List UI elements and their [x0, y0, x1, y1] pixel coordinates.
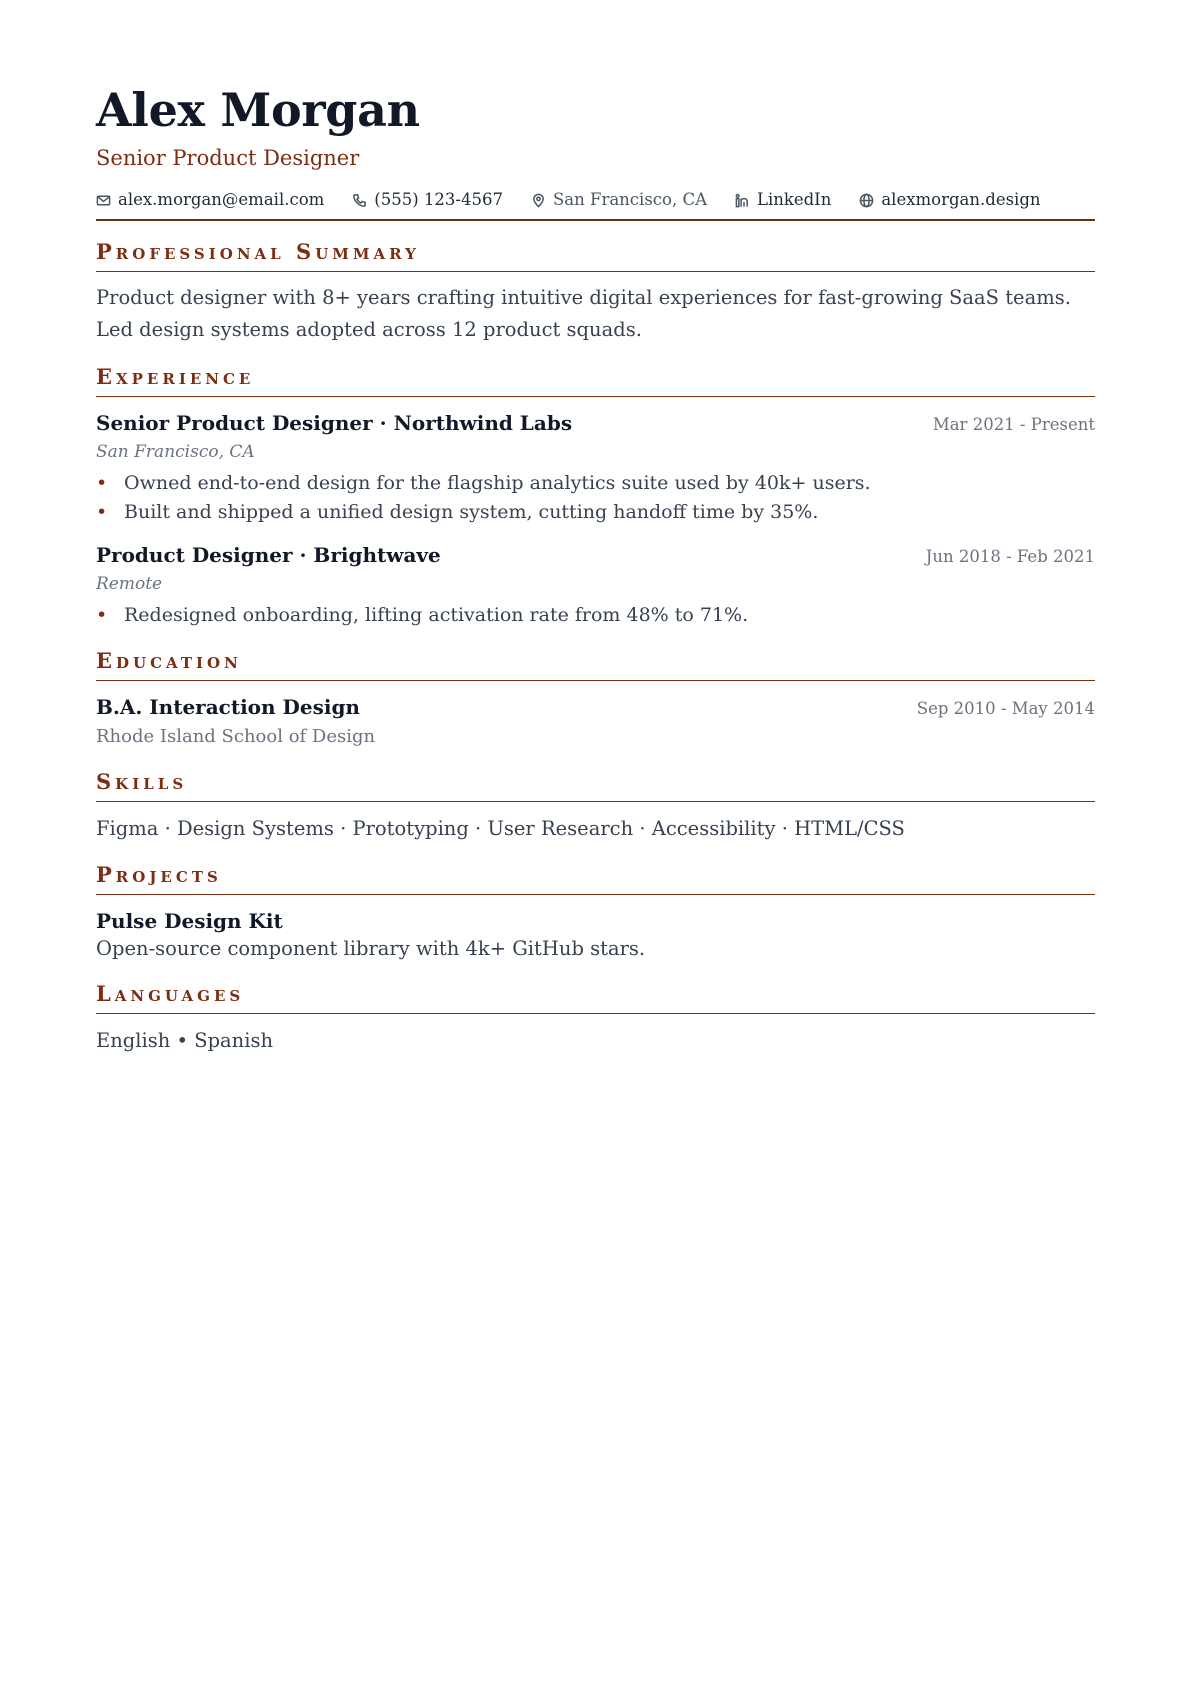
contact-location-text: San Francisco, CA	[552, 190, 707, 209]
project-description: Open-source component library with 4k+ GitHub stars.	[96, 937, 646, 960]
contact-location	[531, 187, 707, 213]
education-entry	[96, 693, 1095, 751]
summary-header	[96, 237, 1095, 272]
section-title-education: Education	[96, 648, 242, 673]
education-section	[96, 646, 1095, 751]
linkedin-icon	[735, 193, 750, 208]
skills-header	[96, 767, 1095, 802]
contact-linkedin-text: LinkedIn	[757, 190, 832, 209]
bullet-text: Redesigned onboarding, lifting activation rate from 48% to 71%.	[124, 604, 749, 626]
mail-icon	[96, 193, 111, 208]
globe-icon	[859, 193, 874, 208]
job-bullets	[96, 601, 1095, 630]
bullet-item	[96, 498, 1095, 527]
section-title-projects: Projects	[96, 862, 222, 887]
summary-text: Product designer with 8+ years crafting intuitive digital experiences for fast-growing SaaS teams. Led design systems adopted across 12 product squads.	[96, 286, 1071, 341]
skills-list: Figma · Design Systems · Prototyping · User Research · Accessibility · HTML/CSS	[96, 817, 905, 840]
job-title: Senior Product Designer · Northwind Labs	[96, 411, 573, 435]
job-location: Remote	[96, 574, 163, 594]
skills-section	[96, 767, 1095, 844]
experience-header	[96, 362, 1095, 397]
job-dates: Mar 2021 - Present	[932, 415, 1095, 434]
experience-entry	[96, 541, 1095, 630]
job-title: Product Designer · Brightwave	[96, 543, 441, 567]
contact-email[interactable]	[96, 187, 324, 213]
candidate-name: Alex Morgan	[96, 83, 420, 137]
projects-section	[96, 860, 1095, 963]
education-entry-header	[96, 693, 1095, 723]
school-name: Rhode Island School of Design	[96, 726, 376, 747]
contact-email-text: alex.morgan@email.com	[118, 190, 325, 209]
bullet-text: Built and shipped a unified design system, cutting handoff time by 35%.	[124, 501, 819, 523]
bullet-text: Owned end-to-end design for the flagship analytics suite used by 40k+ users.	[124, 472, 871, 494]
contact-phone[interactable]	[352, 187, 503, 213]
project-name: Pulse Design Kit	[96, 909, 283, 933]
contact-website-text: alexmorgan.design	[881, 190, 1041, 209]
languages-header	[96, 979, 1095, 1014]
degree-title: B.A. Interaction Design	[96, 695, 360, 719]
summary-section	[96, 237, 1095, 346]
section-title-skills: Skills	[96, 769, 188, 794]
candidate-role: Senior Product Designer	[96, 146, 360, 170]
experience-entry-header	[96, 409, 1095, 439]
section-title-languages: Languages	[96, 981, 245, 1006]
contact-linkedin[interactable]	[735, 187, 831, 213]
languages-section	[96, 979, 1095, 1056]
experience-entry-header	[96, 541, 1095, 571]
job-dates: Jun 2018 - Feb 2021	[925, 547, 1095, 566]
bullet-item	[96, 601, 1095, 630]
bullet-dot: •	[96, 472, 108, 494]
section-title-summary: Professional Summary	[96, 239, 420, 264]
contact-bar	[96, 187, 1095, 221]
languages-list: English • Spanish	[96, 1029, 274, 1052]
bullet-dot: •	[96, 604, 108, 626]
experience-entry	[96, 409, 1095, 527]
location-pin-icon	[531, 193, 546, 208]
contact-phone-text: (555) 123-4567	[374, 190, 503, 209]
section-title-experience: Experience	[96, 364, 255, 389]
phone-icon	[352, 193, 367, 208]
education-dates: Sep 2010 - May 2014	[916, 699, 1095, 718]
education-header	[96, 646, 1095, 681]
contact-website[interactable]	[859, 187, 1040, 213]
job-location: San Francisco, CA	[96, 442, 255, 462]
projects-header	[96, 860, 1095, 895]
job-bullets	[96, 469, 1095, 527]
bullet-item	[96, 469, 1095, 498]
experience-section	[96, 362, 1095, 630]
bullet-dot: •	[96, 501, 108, 523]
